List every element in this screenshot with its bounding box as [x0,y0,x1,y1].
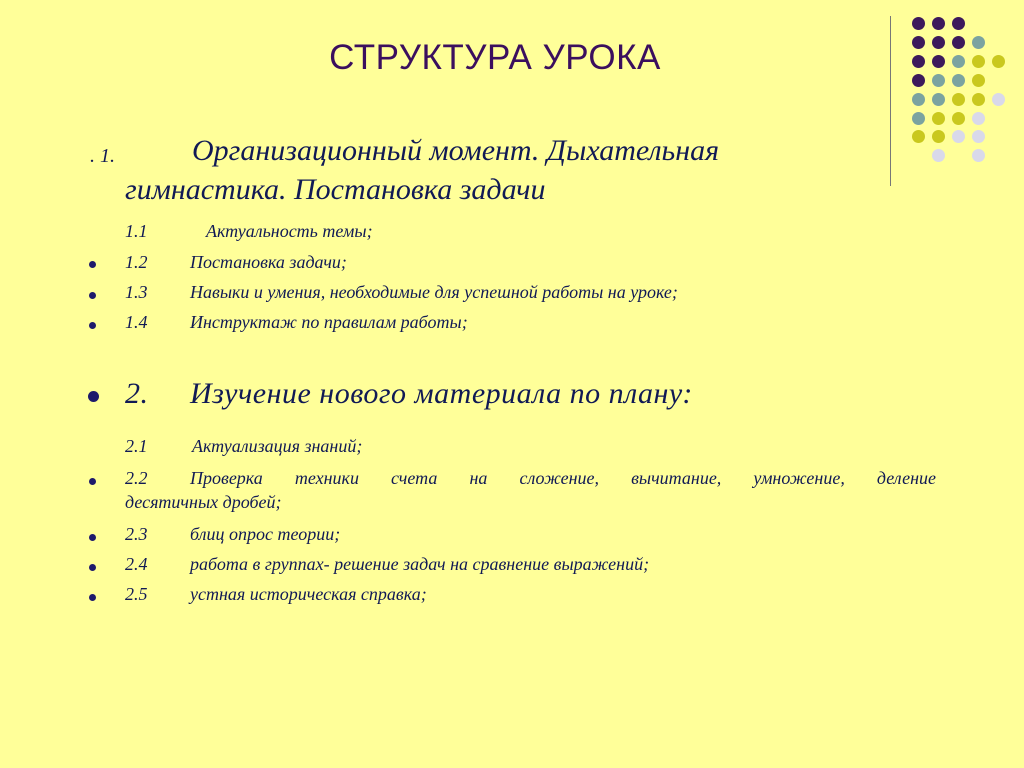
bullet-icon [89,261,96,268]
item-number: 2.1 [125,436,148,456]
bullet-icon [89,594,96,601]
dot-icon [912,130,925,143]
dot-icon [932,149,945,162]
dot-icon [932,55,945,68]
item-number: 1.3 [125,282,148,302]
item-text: блиц опрос теории; [190,524,341,544]
dot-icon [932,36,945,49]
bullet-icon [89,322,96,329]
item-text: Постановка задачи; [190,252,347,272]
dot-icon [952,55,965,68]
dot-icon [912,17,925,30]
slide-title: СТРУКТУРА УРОКА [329,38,661,77]
dot-icon [912,36,925,49]
dot-icon [972,93,985,106]
item-text: Навыки и умения, необходимые для успешной работы на уроке; [190,282,678,302]
item-text-continuation: десятичных дробей; [125,492,282,512]
dot-icon [932,112,945,125]
dot-icon [972,112,985,125]
dot-icon [992,93,1005,106]
section2-number: 2. [125,377,149,410]
dot-icon [992,55,1005,68]
dot-icon [952,17,965,30]
dot-icon [952,93,965,106]
dot-icon [972,74,985,87]
dot-icon [912,93,925,106]
item-number: 1.2 [125,252,148,272]
dot-icon [972,55,985,68]
item-number: 2.3 [125,524,148,544]
item-text: Проверка техники счета на сложение, вычитание, умножение, деление [190,468,936,488]
bullet-icon [89,478,96,485]
section1-title-line1: Организационный момент. Дыхательная [192,134,720,167]
item-number: 2.5 [125,584,148,604]
dot-icon [972,149,985,162]
dot-icon [912,74,925,87]
item-text: устная историческая справка; [190,584,427,604]
item-text: работа в группах- решение задач на сравнение выражений; [190,554,650,574]
item-number: 2.2 [125,468,148,488]
dot-icon [932,93,945,106]
bullet-icon [89,534,96,541]
item-number: 1.1 [125,221,148,241]
item-text: Актуализация знаний; [192,436,363,456]
item-number: 1.4 [125,312,148,332]
dot-icon [952,130,965,143]
bullet-icon [89,292,96,299]
dot-icon [912,112,925,125]
item-text: Актуальность темы; [206,221,373,241]
dot-icon [932,17,945,30]
section1-prefix: . 1. [90,145,115,167]
dot-icon [952,74,965,87]
dot-icon [932,130,945,143]
dot-icon [912,55,925,68]
section2-title: Изучение нового материала по плану: [190,377,693,410]
dot-icon [972,36,985,49]
vertical-divider [890,16,891,186]
dot-icon [972,130,985,143]
dot-icon [952,112,965,125]
dot-icon [952,36,965,49]
dot-icon [932,74,945,87]
section1-title-line2: гимнастика. Постановка задачи [125,173,546,206]
bullet-icon [89,564,96,571]
item-number: 2.4 [125,554,148,574]
bullet-icon [88,391,99,402]
item-text: Инструктаж по правилам работы; [190,312,468,332]
